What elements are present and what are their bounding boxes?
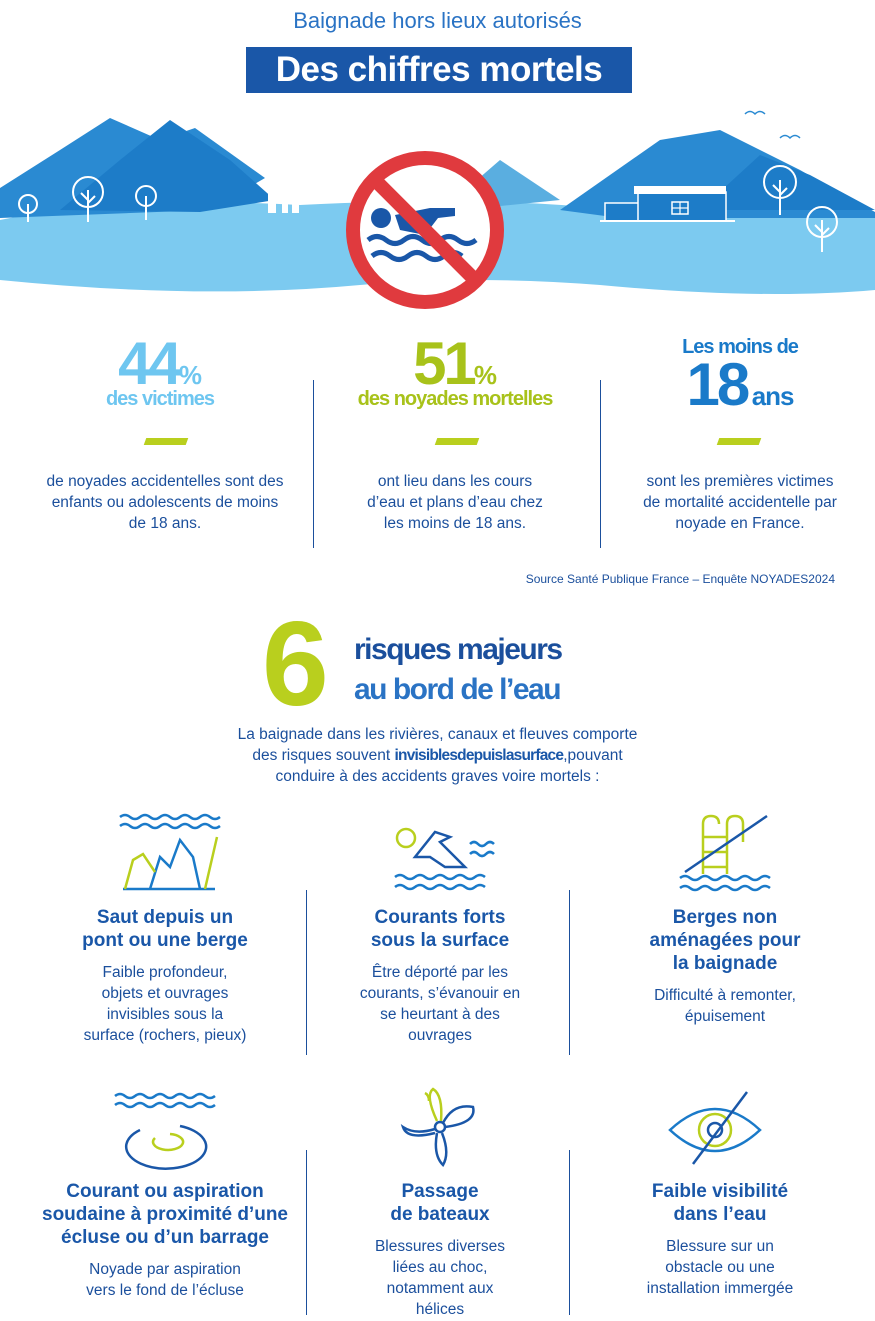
- stat-unit: ans: [751, 381, 794, 411]
- risk-jump: [40, 906, 290, 1046]
- eye-crossed-icon: [665, 1088, 765, 1168]
- risks-intro: La baignade dans les rivières, canaux et fleuves comporte des risques souvent invisiblesdepuislasurface,pouvant conduire à des accidents graves voire mortels :: [237, 726, 638, 785]
- stat-51: [330, 330, 580, 411]
- risk-title: Courant ou aspiration soudaine à proximité d’une écluse ou d’un barrage: [42, 1181, 288, 1248]
- stat-label: des noyades mortelles: [357, 388, 553, 410]
- stat-prefix: Les moins de: [682, 336, 798, 358]
- risks-title: risques majeurs au bord de l’eau: [354, 633, 562, 706]
- risk-description: Noyade par aspiration vers le fond de l’écluse: [86, 1261, 244, 1299]
- header-subtitle: Baignade hors lieux autorisés: [293, 8, 582, 33]
- risk-title: Passage de bateaux: [390, 1181, 490, 1225]
- ladder-crossed-icon: [675, 812, 775, 894]
- risk-description: Blessure sur un obstacle ou une installation immergée: [646, 1238, 794, 1297]
- divider: [600, 380, 601, 548]
- stat-unit: %: [178, 360, 202, 390]
- risk-description: Difficulté à remonter, épuisement: [654, 987, 796, 1025]
- stat-18: [630, 336, 850, 418]
- stat-label: des victimes: [105, 388, 215, 410]
- whirlpool-icon: [110, 1088, 220, 1170]
- risk-lock: [20, 1180, 310, 1301]
- risk-banks: [600, 906, 850, 1027]
- divider: [569, 1150, 570, 1315]
- stat-number: 18: [686, 351, 748, 418]
- jump-icon: [115, 812, 225, 894]
- risk-boats: [315, 1180, 565, 1320]
- stat-44: [60, 330, 260, 411]
- risk-title: Courants forts sous la surface: [370, 907, 510, 951]
- stat-description: sont les premières victimes de mortalité accidentelle par noyade en France.: [643, 473, 837, 532]
- header-title: Des chiffres mortels: [246, 47, 632, 93]
- propeller-icon: [395, 1085, 485, 1170]
- stat-number: 44: [118, 330, 179, 397]
- landscape-illustration: [0, 100, 875, 320]
- risk-visibility: [595, 1180, 845, 1299]
- divider: [569, 890, 570, 1055]
- divider: [306, 1150, 307, 1315]
- stat-description: de noyades accidentelles sont des enfants ou adolescents de moins de 18 ans.: [46, 473, 284, 532]
- stat-unit: %: [473, 360, 497, 390]
- source-note: Source Santé Publique France – Enquête NOYADES2024: [525, 572, 835, 586]
- risk-title: Saut depuis un pont ou une berge: [82, 907, 248, 951]
- divider: [313, 380, 314, 548]
- stat-description: ont lieu dans les cours d’eau et plans d’eau chez les moins de 18 ans.: [367, 473, 543, 532]
- risk-title: Berges non aménagées pour la baignade: [649, 907, 801, 974]
- no-swimming-icon: [353, 158, 497, 302]
- risk-currents: [315, 906, 565, 1046]
- stat-dash: [144, 438, 189, 445]
- divider: [306, 890, 307, 1055]
- risk-description: Être déporté par les courants, s’évanouir en se heurtant à des ouvrages: [359, 964, 521, 1044]
- risk-title: Faible visibilité dans l’eau: [651, 1181, 789, 1225]
- swimmer-current-icon: [390, 812, 500, 894]
- stat-dash: [435, 438, 480, 445]
- risks-count: 6: [262, 597, 329, 731]
- stat-dash: [717, 438, 762, 445]
- risk-description: Faible profondeur, objets et ouvrages invisibles sous la surface (rochers, pieux): [83, 964, 247, 1044]
- stat-number: 51: [413, 330, 474, 397]
- risk-description: Blessures diverses liées au choc, notamment aux hélices: [374, 1238, 506, 1318]
